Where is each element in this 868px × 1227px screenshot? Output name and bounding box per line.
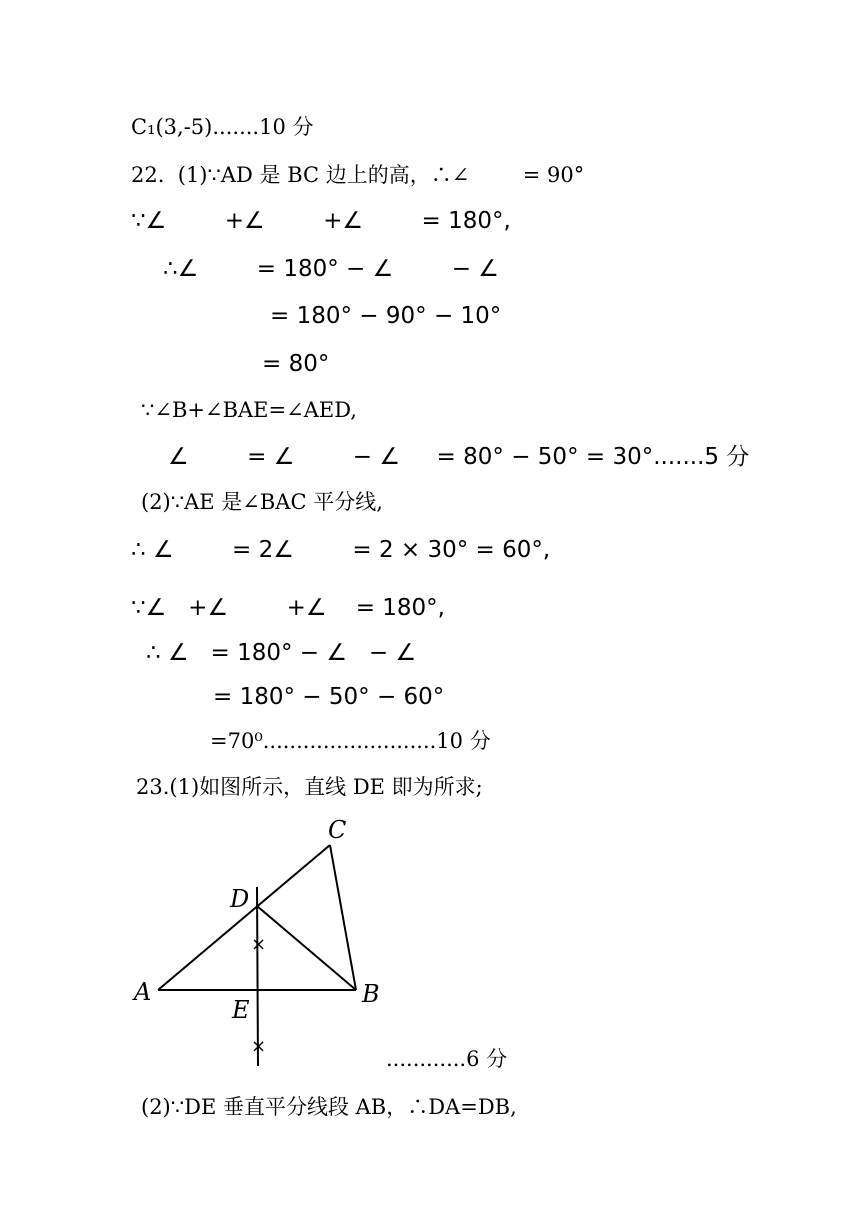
label-c: C [328,816,347,844]
arc-mark-upper: × [251,934,267,955]
line-6-score: ............6 分 [386,1047,508,1071]
label-b: B [362,980,380,1008]
line-23-1: 23.(1)如图所示，直线 DE 即为所求; [136,775,483,799]
line-therefore-2: ∴ ∠ = 180° − ∠ − ∠ [146,640,417,666]
line-result-80: = 80° [262,351,330,377]
label-d: D [230,885,250,913]
label-a: A [134,978,152,1006]
line-angle-sum-2: ∵∠ +∠ +∠ = 180°, [131,595,445,621]
line-30-score: ∠ = ∠ − ∠ = 80° − 50° = 30°.......5 分 [168,444,750,470]
arc-mark-lower: × [251,1036,267,1057]
line-angle-sum: ∵∠ +∠ +∠ = 180°, [131,208,511,234]
line-calc-1: = 180° − 90° − 10° [270,303,502,329]
triangle-figure [130,812,390,1070]
line-70-score: =70⁰..........................10 分 [210,729,491,753]
line-because-bae: ∵∠B+∠BAE=∠AED, [141,398,357,422]
label-e: E [232,996,250,1024]
line-calc-2: = 180° − 50° − 60° [213,684,445,710]
line-22-2: (2)∵AE 是∠BAC 平分线, [141,490,383,514]
line-therefore-1: ∴∠ = 180° − ∠ − ∠ [163,256,499,282]
line-60: ∴ ∠ = 2∠ = 2 × 30° = 60°, [131,537,551,563]
line-22-1: 22. (1)∵AD 是 BC 边上的高，∴∠ = 90° [131,163,585,187]
line-23-2: (2)∵DE 垂直平分线段 AB，∴DA=DB, [141,1095,517,1119]
line-c1-score: C₁(3,-5).......10 分 [131,115,314,139]
